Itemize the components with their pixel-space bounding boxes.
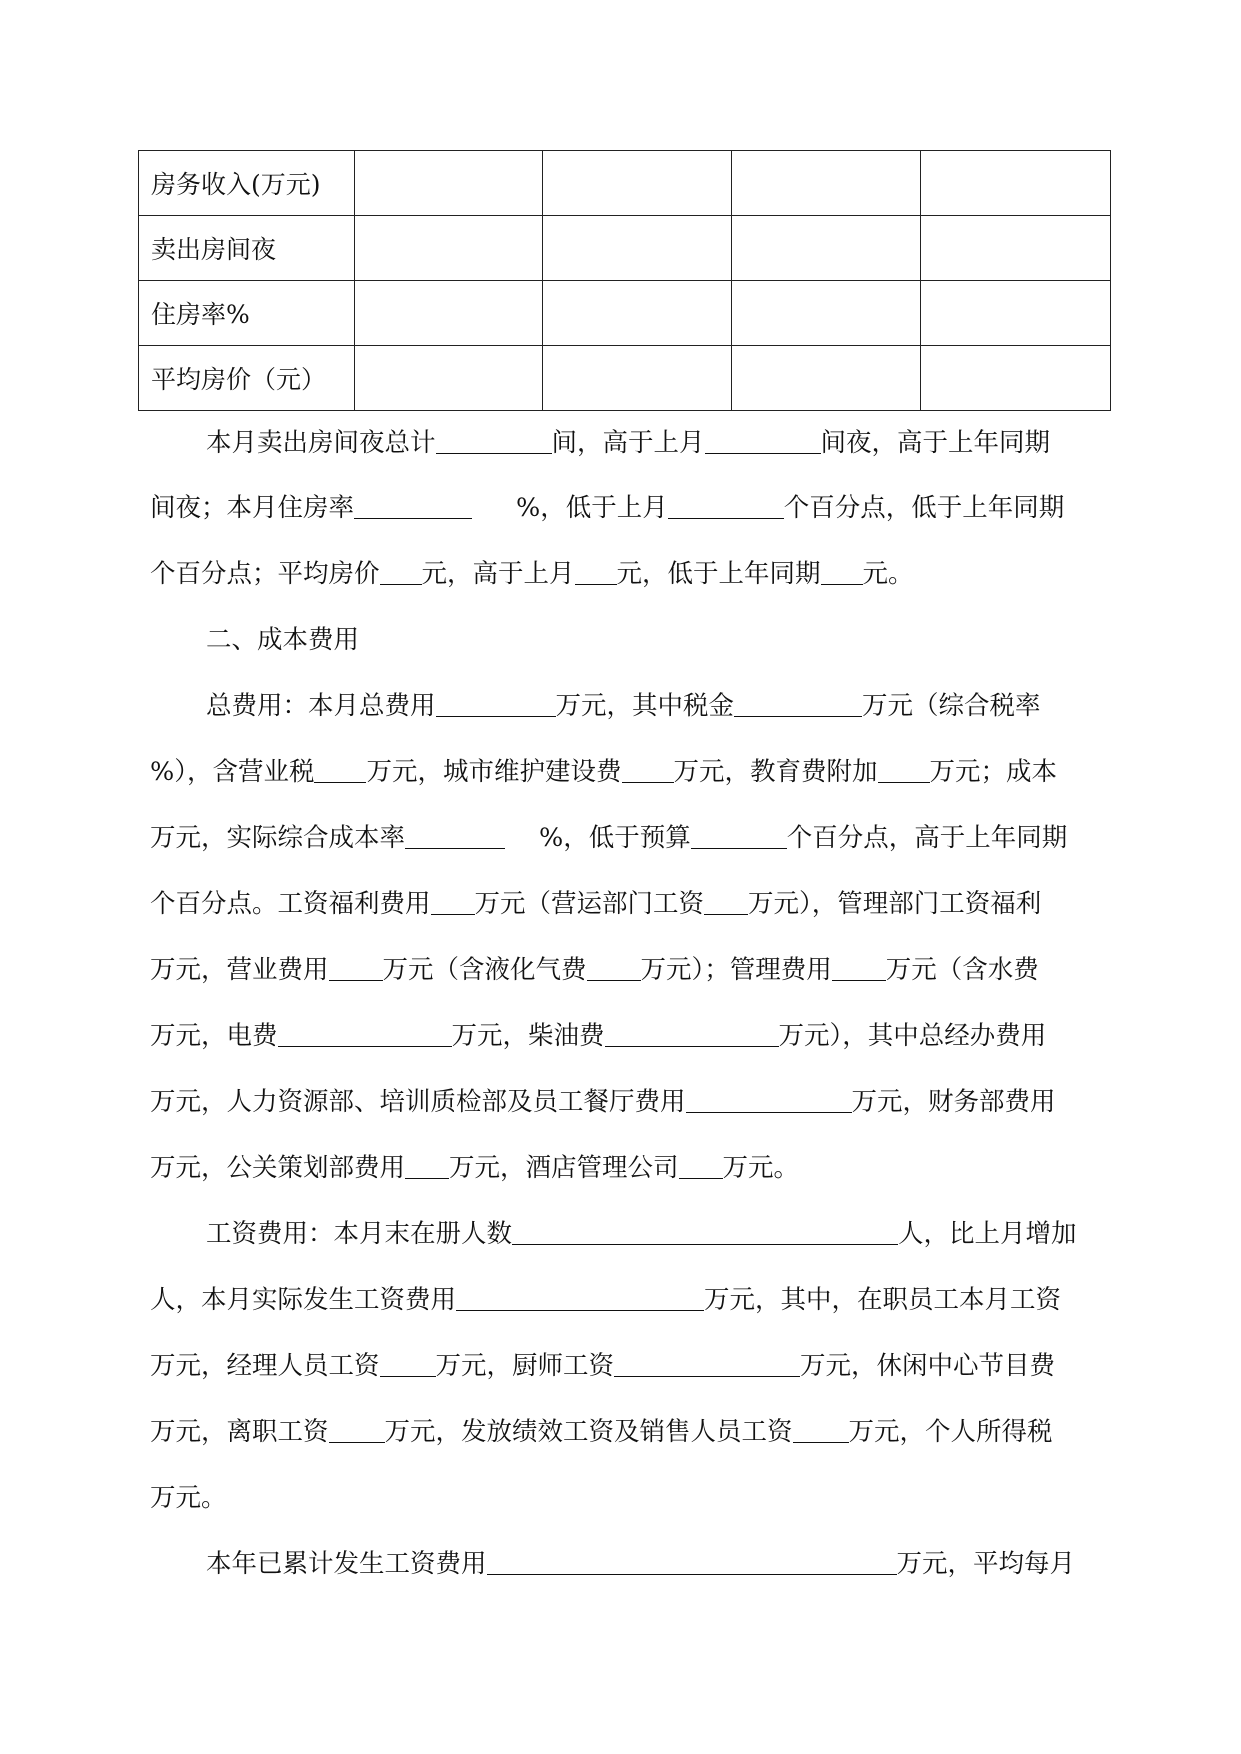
- blank-field[interactable]: [705, 427, 821, 454]
- text: 个百分点；平均房价: [150, 559, 380, 589]
- row-label: 卖出房间夜: [139, 216, 355, 281]
- text: 万元），其中总经办费用: [778, 1021, 1047, 1051]
- blank-field[interactable]: [668, 492, 784, 519]
- text: %，低于预算: [539, 823, 691, 853]
- text: 间夜；本月住房率: [150, 493, 355, 523]
- paragraph-line: [150, 1148, 1100, 1188]
- paragraph-line: [150, 818, 1100, 858]
- text: 本月卖出房间夜总计: [206, 428, 436, 458]
- table-cell[interactable]: [921, 281, 1111, 346]
- blank-field[interactable]: [704, 888, 748, 915]
- text: 间，高于上月: [551, 428, 705, 458]
- text: 万元。: [150, 1483, 227, 1513]
- blank-field[interactable]: [487, 1548, 897, 1575]
- text: 万元，公关策划部费用: [150, 1153, 406, 1183]
- blank-field[interactable]: [793, 1416, 849, 1443]
- paragraph-line: [150, 1412, 1100, 1452]
- paragraph-line: [150, 1016, 1100, 1056]
- text: 万元，发放绩效工资及销售人员工资: [384, 1417, 793, 1447]
- text: 万元，教育费附加: [673, 757, 878, 787]
- paragraph-line: [150, 554, 1100, 594]
- paragraph-line: [150, 1082, 1100, 1122]
- blank-field[interactable]: [278, 1020, 452, 1047]
- text: 万元，人力资源部、培训质检部及员工餐厅费用: [150, 1087, 686, 1117]
- blank-field[interactable]: [691, 822, 787, 849]
- paragraph-line: [206, 1214, 1156, 1254]
- table-cell[interactable]: [355, 346, 543, 411]
- text: %，低于上月: [516, 493, 668, 523]
- text: 万元，经理人员工资: [150, 1351, 380, 1381]
- table-cell[interactable]: [355, 216, 543, 281]
- text: 二、成本费用: [206, 625, 360, 655]
- table-cell[interactable]: [355, 281, 543, 346]
- paragraph-line: [150, 950, 1100, 990]
- blank-field[interactable]: [575, 558, 617, 585]
- text: 人，本月实际发生工资费用: [150, 1285, 457, 1315]
- table-cell[interactable]: [732, 281, 921, 346]
- paragraph-line: [150, 1478, 1100, 1518]
- text: 万元，柴油费: [451, 1021, 605, 1051]
- text: 万元），管理部门工资福利: [748, 889, 1042, 919]
- table-cell[interactable]: [921, 216, 1111, 281]
- text: 本年已累计发生工资费用: [206, 1549, 487, 1579]
- blank-field[interactable]: [821, 558, 863, 585]
- text: 总费用：本月总费用: [206, 691, 436, 721]
- text: 万元，电费: [150, 1021, 278, 1051]
- table-cell[interactable]: [543, 216, 732, 281]
- paragraph-line: [150, 1280, 1100, 1320]
- table-cell[interactable]: [543, 346, 732, 411]
- text: 万元，酒店管理公司: [449, 1153, 679, 1183]
- text: 万元，离职工资: [150, 1417, 329, 1447]
- text: 万元（含水费: [885, 955, 1039, 985]
- text: 万元，厨师工资: [435, 1351, 615, 1381]
- text: 个百分点，高于上年同期: [786, 823, 1068, 853]
- text: 万元，营业费用: [150, 955, 329, 985]
- blank-field[interactable]: [587, 954, 641, 981]
- text: 人，比上月增加: [898, 1219, 1077, 1249]
- row-label: 平均房价（元）: [139, 346, 355, 411]
- blank-field[interactable]: [354, 492, 472, 519]
- text: 间夜，高于上年同期: [820, 428, 1051, 458]
- blank-field[interactable]: [832, 954, 886, 981]
- text: 元。: [862, 559, 914, 589]
- table-cell[interactable]: [732, 151, 921, 216]
- text: 万元（含液化气费: [382, 955, 587, 985]
- paragraph-line: [150, 752, 1100, 792]
- table-cell[interactable]: [921, 151, 1111, 216]
- revenue-table: [138, 150, 1111, 411]
- text: 万元（综合税率: [862, 691, 1041, 721]
- text: 万元。: [722, 1153, 800, 1183]
- text: 万元，个人所得税: [848, 1417, 1053, 1447]
- row-label: 房务收入(万元): [139, 151, 355, 216]
- blank-field[interactable]: [686, 1086, 852, 1113]
- text: 万元；成本: [929, 757, 1058, 787]
- paragraph-line: [206, 686, 1156, 726]
- blank-field[interactable]: [622, 756, 674, 783]
- blank-field[interactable]: [878, 756, 930, 783]
- table-cell[interactable]: [543, 151, 732, 216]
- table-cell[interactable]: [921, 346, 1111, 411]
- text: 万元，实际综合成本率: [150, 823, 406, 853]
- blank-field[interactable]: [679, 1152, 723, 1179]
- table-cell[interactable]: [732, 346, 921, 411]
- blank-field[interactable]: [431, 888, 475, 915]
- text: 万元（营运部门工资: [474, 889, 705, 919]
- blank-field[interactable]: [314, 756, 366, 783]
- blank-field[interactable]: [734, 690, 862, 717]
- table-cell[interactable]: [355, 151, 543, 216]
- blank-field[interactable]: [380, 1350, 436, 1377]
- table-row: [139, 151, 1111, 216]
- paragraph-line: [150, 884, 1100, 924]
- blank-field[interactable]: [405, 1152, 449, 1179]
- text: 个百分点，低于上年同期: [783, 493, 1065, 523]
- blank-field[interactable]: [456, 1284, 704, 1311]
- blank-field[interactable]: [436, 427, 552, 454]
- text: 元，低于上年同期: [616, 559, 821, 589]
- text: 万元，财务部费用: [851, 1087, 1056, 1117]
- text: 工资费用：本月末在册人数: [206, 1219, 513, 1249]
- text: 万元，其中税金: [555, 691, 735, 721]
- text: 元，高于上月: [421, 559, 575, 589]
- text: 万元，休闲中心节目费: [800, 1351, 1056, 1381]
- paragraph-line: [206, 423, 1156, 463]
- text: 万元）；管理费用: [640, 955, 832, 985]
- paragraph-line: [206, 1544, 1156, 1584]
- table-row: [139, 346, 1111, 411]
- blank-field[interactable]: [380, 558, 422, 585]
- blank-field[interactable]: [605, 1020, 779, 1047]
- text: 万元，平均每月: [896, 1549, 1076, 1579]
- blank-field[interactable]: [405, 822, 505, 849]
- text: 万元，其中，在职员工本月工资: [704, 1285, 1062, 1315]
- blank-field[interactable]: [436, 690, 556, 717]
- blank-field[interactable]: [614, 1350, 800, 1377]
- text: 万元，城市维护建设费: [366, 757, 622, 787]
- paragraph-line: [150, 1346, 1100, 1386]
- table-cell[interactable]: [543, 281, 732, 346]
- text: %），含营业税: [150, 757, 315, 787]
- paragraph-line: [150, 488, 1100, 528]
- section-heading: [206, 620, 1156, 660]
- row-label: 住房率%: [139, 281, 355, 346]
- blank-field[interactable]: [329, 954, 383, 981]
- blank-field[interactable]: [512, 1218, 898, 1245]
- table-row: [139, 216, 1111, 281]
- text: 个百分点。工资福利费用: [150, 889, 431, 919]
- table-row: [139, 281, 1111, 346]
- table-cell[interactable]: [732, 216, 921, 281]
- blank-field[interactable]: [329, 1416, 385, 1443]
